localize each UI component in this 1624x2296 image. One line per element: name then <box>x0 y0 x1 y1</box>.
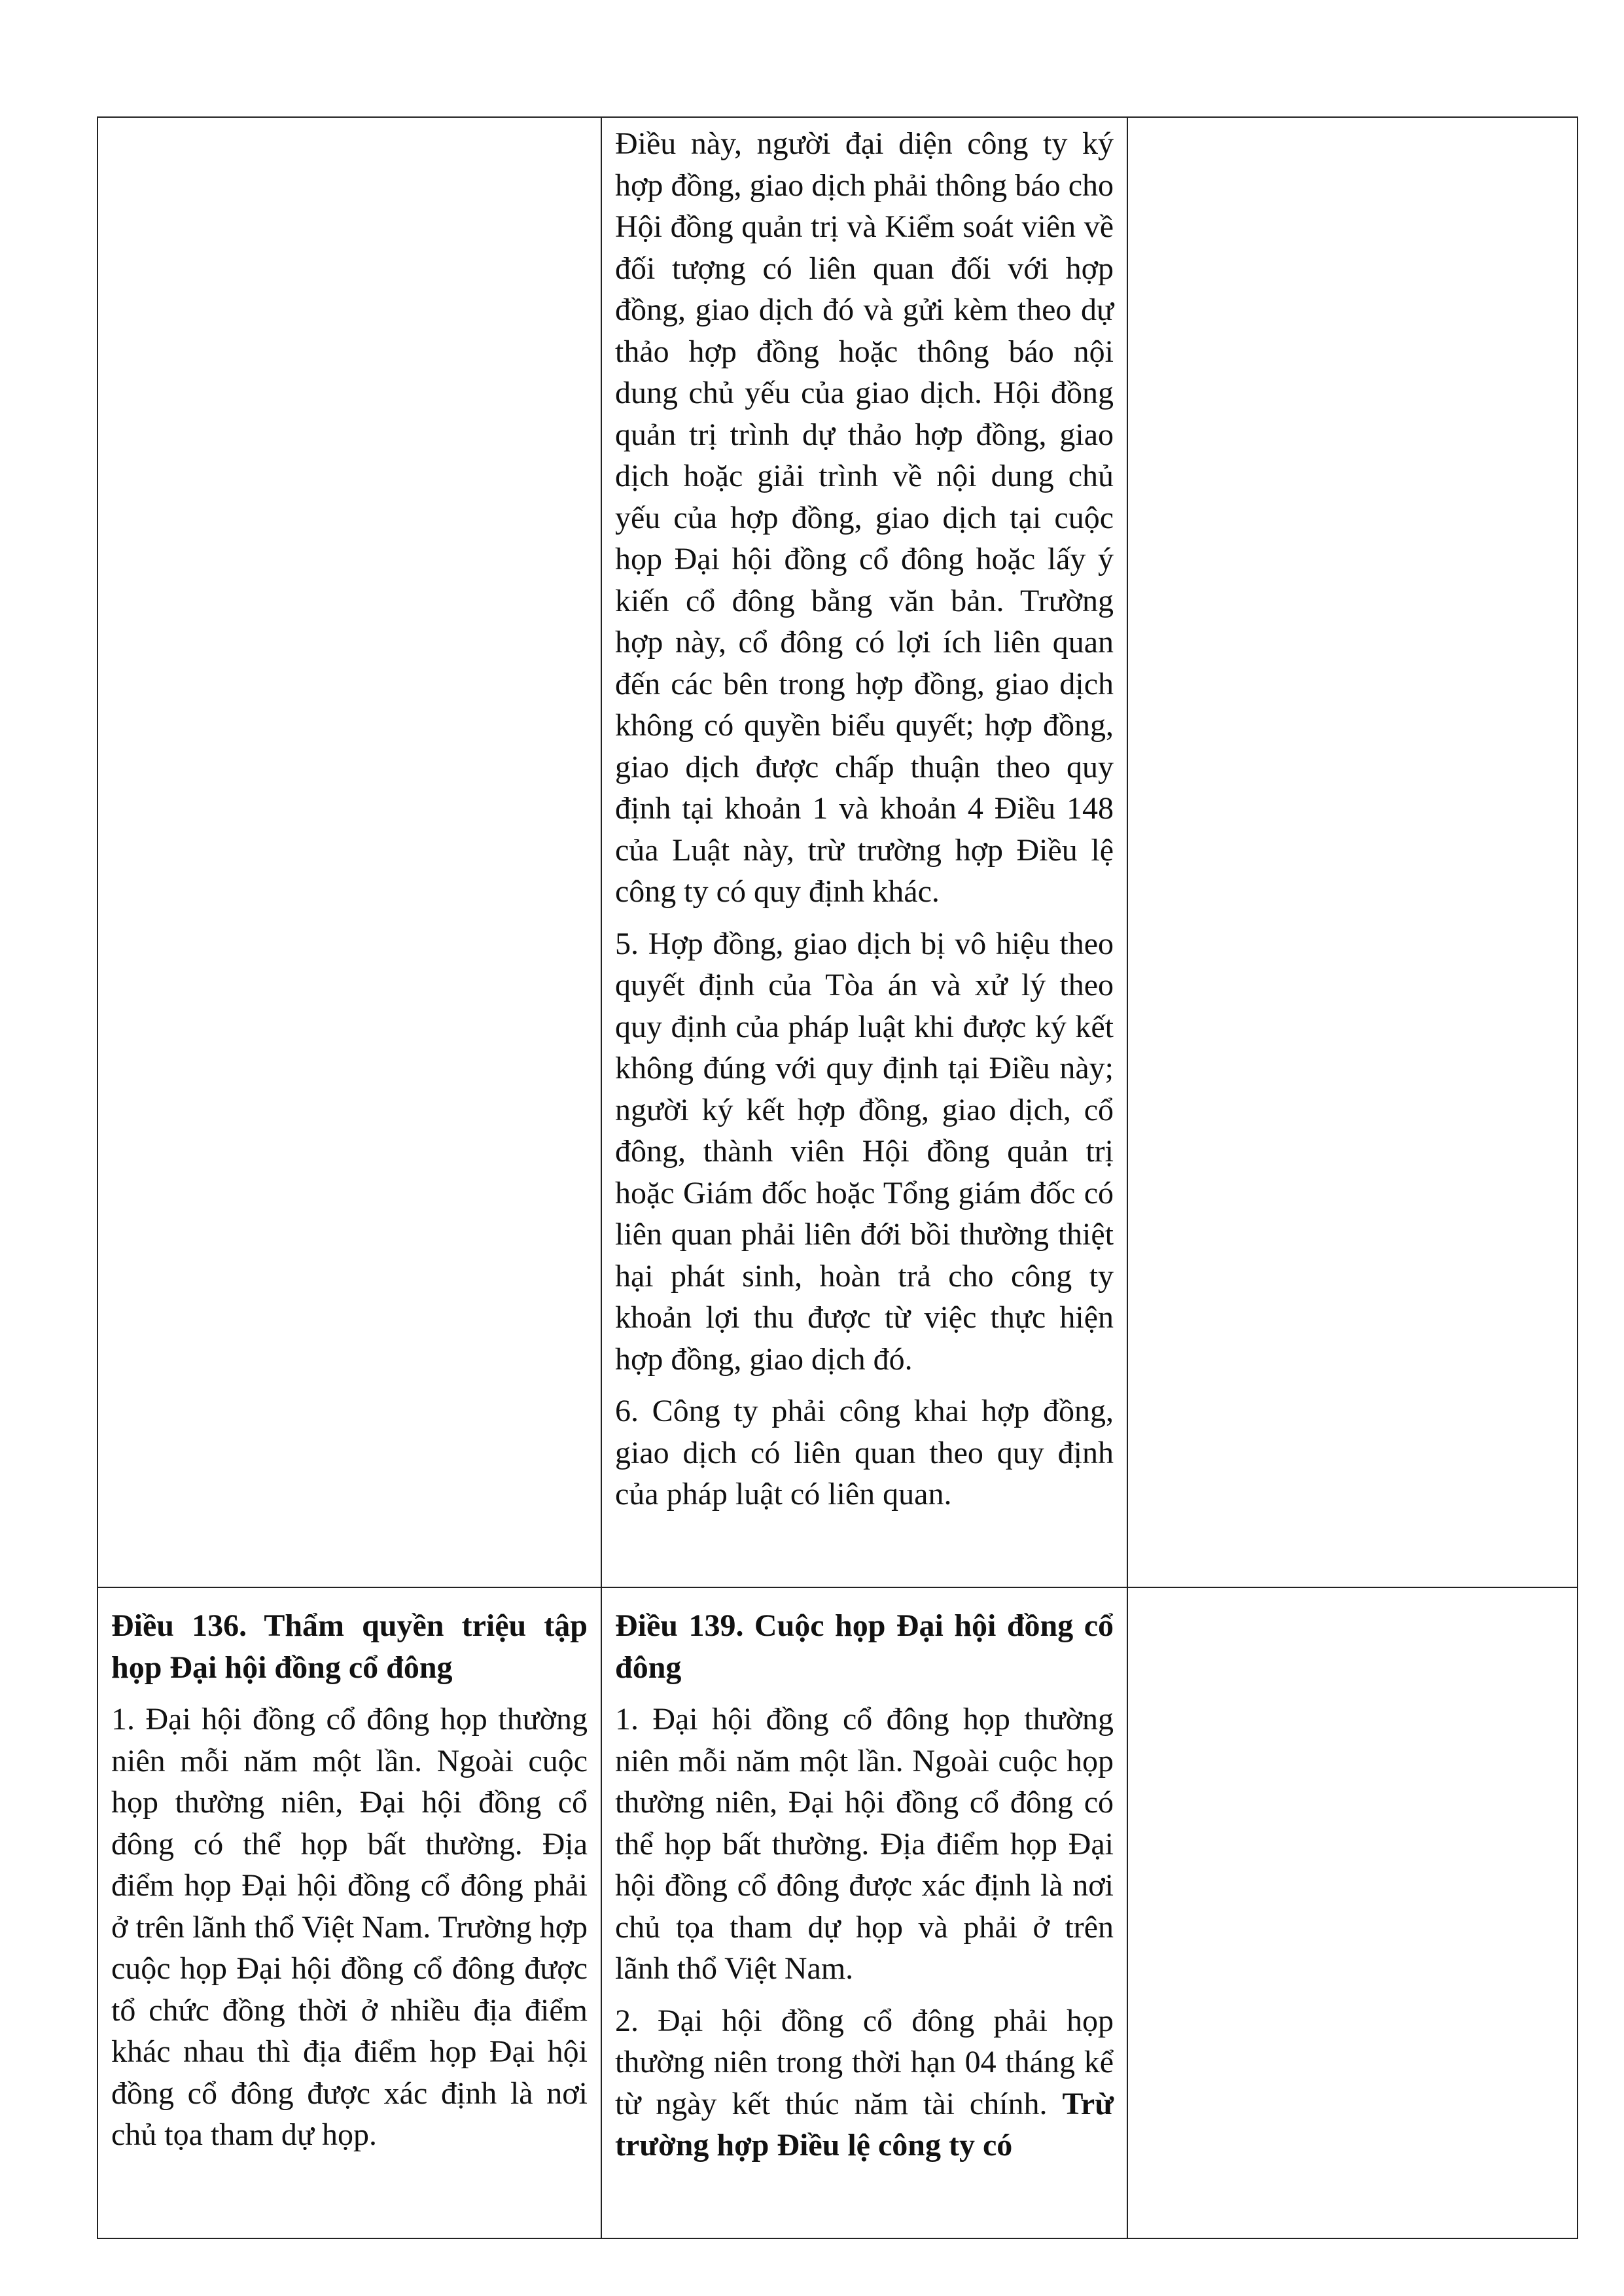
old-law-cell <box>97 1587 601 2238</box>
paragraph-continued: Điều này, người đại diện công ty ký hợp đồng, giao dịch phải thông báo cho Hội đồng quản trị và Kiểm soát viên về đối tượng có liên quan đối với hợp đồng, giao dịch đó và gửi kèm theo dự thảo hợp đồng hoặc thông báo nội dung chủ yếu của giao dịch. Hội đồng quản trị trình dự thảo hợp đồng, giao dịch hoặc giải trình về nội dung chủ yếu của hợp đồng, giao dịch tại cuộc họp Đại hội đồng cổ đông hoặc lấy ý kiến cổ đông bằng văn bản. Trường hợp này, cổ đông có lợi ích liên quan đến các bên trong hợp đồng, giao dịch không có quyền biểu quyết; hợp đồng, giao dịch được chấp thuận theo quy định tại khoản 1 và khoản 4 Điều 148 của Luật này, trừ trường hợp Điều lệ công ty có quy định khác. <box>615 126 1114 909</box>
article-heading: Điều 139. Cuộc họp Đại hội đồng cổ đông <box>615 1608 1114 1685</box>
old-law-cell <box>97 117 601 1587</box>
notes-cell <box>1127 1587 1578 2238</box>
table-row <box>97 1587 1578 2238</box>
clause-text: 2. Đại hội đồng cổ đông phải họp thường niên trong thời hạn 04 tháng kể từ ngày kết thúc năm tài chính. <box>615 2003 1114 2121</box>
notes-cell <box>1127 117 1578 1587</box>
table-row <box>97 117 1578 1587</box>
comparison-table <box>97 116 1578 2239</box>
clause-bold-text: Trừ trường hợp Điều lệ công ty có <box>615 2086 1114 2163</box>
new-law-cell <box>601 117 1127 1587</box>
paragraph-clause-1: 1. Đại hội đồng cổ đông họp thường niên mỗi năm một lần. Ngoài cuộc họp thường niên, Đại hội đồng cổ đông có thể họp bất thường. Địa điểm họp Đại hội đồng cổ đông phải ở trên lãnh thổ Việt Nam. Trường hợp cuộc họp Đại hội đồng cổ đông được tổ chức đồng thời ở nhiều địa điểm khác nhau thì địa điểm họp Đại hội đồng cổ đông được xác định là nơi chủ tọa tham dự họp. <box>111 1702 588 2152</box>
article-heading: Điều 136. Thẩm quyền triệu tập họp Đại hội đồng cổ đông <box>111 1608 588 1685</box>
paragraph-clause-6: 6. Công ty phải công khai hợp đồng, giao dịch có liên quan theo quy định của pháp luật có liên quan. <box>615 1394 1114 1511</box>
new-law-cell <box>601 1587 1127 2238</box>
paragraph-clause-1: 1. Đại hội đồng cổ đông họp thường niên mỗi năm một lần. Ngoài cuộc họp thường niên, Đại hội đồng cổ đông có thể họp bất thường. Địa điểm họp Đại hội đồng cổ đông được xác định là nơi chủ tọa tham dự họp và phải ở trên lãnh thổ Việt Nam. <box>615 1702 1114 1986</box>
paragraph-clause-5: 5. Hợp đồng, giao dịch bị vô hiệu theo quyết định của Tòa án và xử lý theo quy định của pháp luật khi được ký kết không đúng với quy định tại Điều này; người ký kết hợp đồng, giao dịch, cổ đông, thành viên Hội đồng quản trị hoặc Giám đốc hoặc Tổng giám đốc có liên quan phải liên đới bồi thường thiệt hại phát sinh, hoàn trả cho công ty khoản lợi thu được từ việc thực hiện hợp đồng, giao dịch đó. <box>615 926 1114 1377</box>
paragraph-clause-2 <box>615 2000 1114 2166</box>
